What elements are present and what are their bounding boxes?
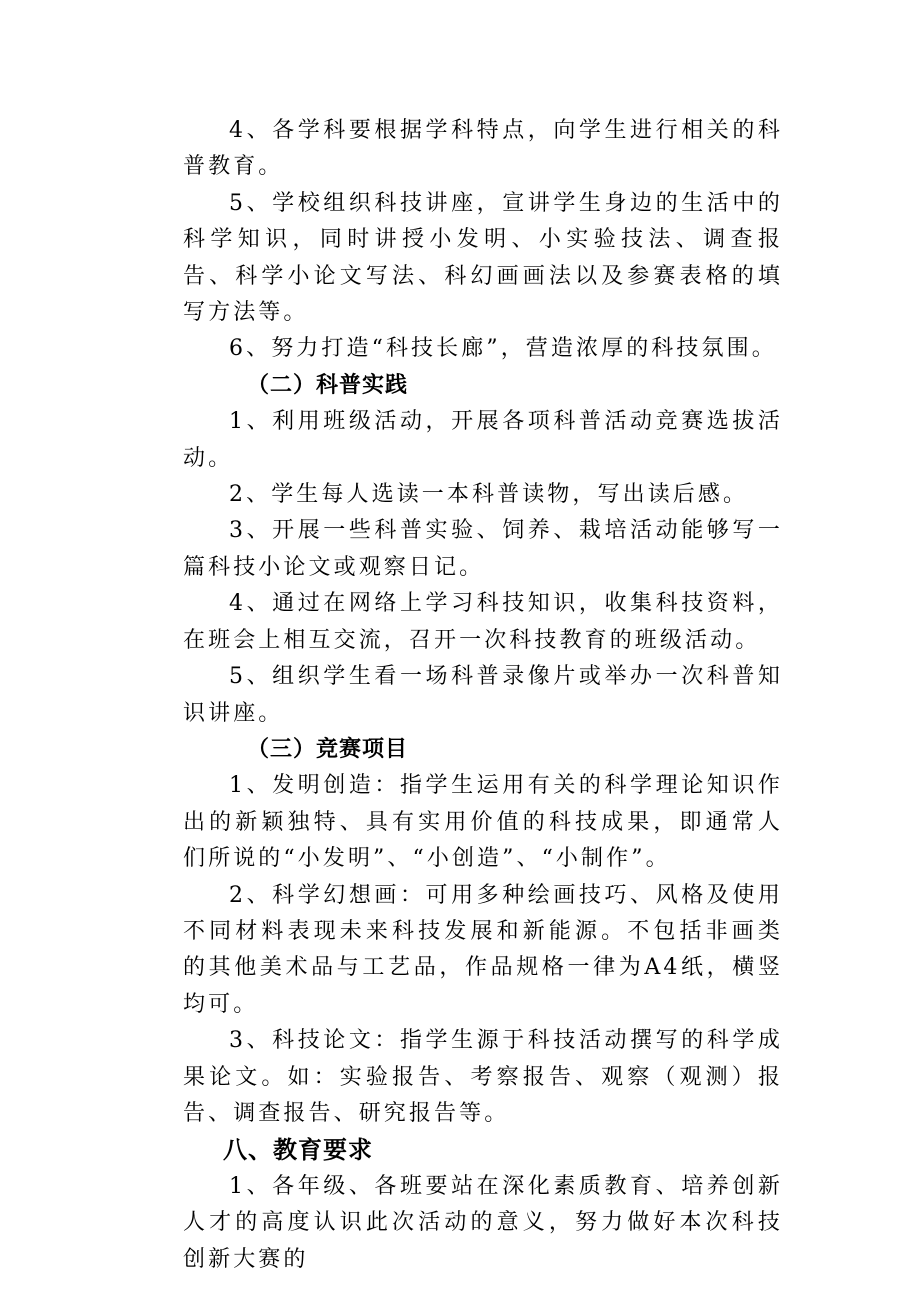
paragraph-1-grade-requirements: 1、各年级、各班要站在深化素质教育、培养创新人才的高度认识此次活动的意义，努力做好本次科技创新大赛的 [183, 1173, 783, 1272]
paragraph-5-video-lecture: 5、组织学生看一场科普录像片或举办一次科普知识讲座。 [183, 664, 783, 726]
paragraph-1-class-activities: 1、利用班级活动，开展各项科普活动竞赛选拔活动。 [183, 409, 783, 471]
paragraph-6-science-corridor: 6、努力打造“科技长廊”，营造浓厚的科技氛围。 [229, 336, 777, 362]
paragraph-5-science-lectures: 5、学校组织科技讲座，宣讲学生身边的生活中的科学知识，同时讲授小发明、小实验技法、调查报告、科学小论文写法、科幻画画法以及参赛表格的填写方法等。 [183, 190, 783, 326]
paragraph-2-reading: 2、学生每人选读一本科普读物，写出读后感。 [229, 482, 749, 508]
paragraph-4-online-learning: 4、通过在网络上学习科技知识，收集科技资料，在班会上相互交流，召开一次科技教育的班级活动。 [183, 591, 783, 653]
paragraph-3-science-paper: 3、科技论文：指学生源于科技活动撰写的科学成果论文。如：实验报告、考察报告、观察（观测）报告、调查报告、研究报告等。 [183, 1028, 783, 1126]
document-body [183, 113, 783, 1278]
paragraph-4-science-education: 4、各学科要根据学科特点，向学生进行相关的科普教育。 [183, 118, 783, 180]
paragraph-1-invention: 1、发明创造：指学生运用有关的科学理论知识作出的新颖独特、具有实用价值的科技成果，即通常人们所说的“小发明”、“小创造”、“小制作”。 [183, 773, 783, 872]
section-heading-education-requirements: 八、教育要求 [223, 1136, 373, 1165]
section-heading-science-practice: （二）科普实践 [247, 372, 409, 398]
section-heading-competition-items: （三）竞赛项目 [247, 736, 409, 762]
paragraph-2-science-fantasy-painting: 2、科学幻想画：可用多种绘画技巧、风格及使用不同材料表现未来科技发展和新能源。不包括非画类的其他美术品与工艺品，作品规格一律为A4纸，横竖均可。 [183, 882, 783, 1017]
paragraph-3-experiments: 3、开展一些科普实验、饲养、栽培活动能够写一篇科技小论文或观察日记。 [183, 518, 783, 580]
